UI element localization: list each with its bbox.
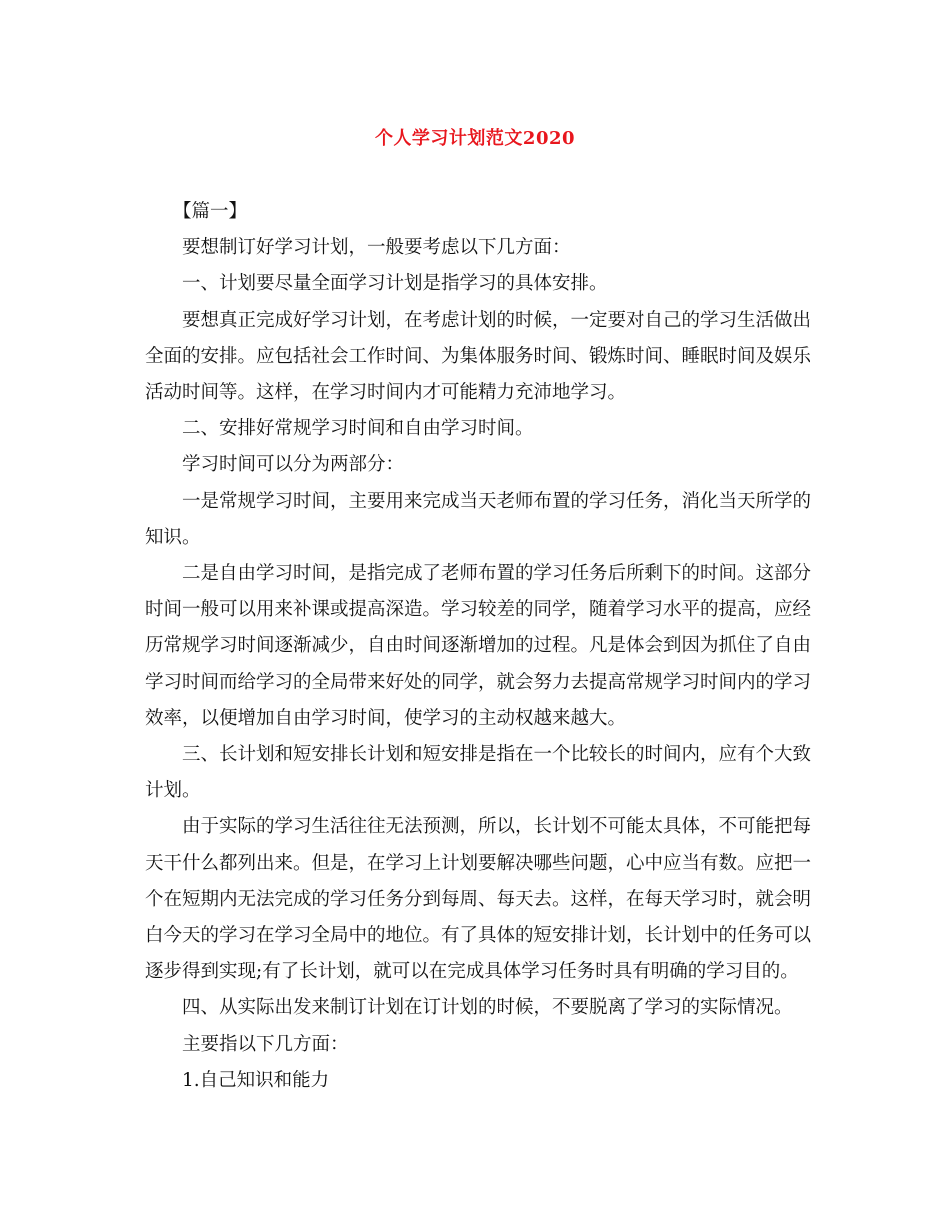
paragraph-heading-1: 一、计划要尽量全面学习计划是指学习的具体安排。 <box>182 273 608 295</box>
paragraph: 主要指以下几方面： <box>182 1033 349 1055</box>
list-item: 1.自己知识和能力 <box>182 1069 330 1091</box>
paragraph: 由于实际的学习生活往往无法预测，所以，长计划不可能太具体，不可能把每天干什么都列出来。但是，在学习上计划要解决哪些问题，心中应当有数。应把一个在短期内无法完成的学习任务分到每周、每天去。这样，在每天学习时，就会明白今天的学习在学习全局中的地位。有了具体的短安排计划，长计划中的任务可以逐步得到实现;有了长计划，就可以在完成具体学习任务时具有明确的学习目的。 <box>145 816 812 983</box>
paragraph-heading-2: 二、安排好常规学习时间和自由学习时间。 <box>182 418 534 440</box>
document-title: 个人学习计划范文2020 <box>374 128 576 149</box>
paragraph-intro: 要想制订好学习计划，一般要考虑以下几方面： <box>182 237 571 259</box>
paragraph-heading-3: 三、长计划和短安排长计划和短安排是指在一个比较长的时间内，应有个大致计划。 <box>145 744 812 802</box>
section-marker: 【篇一】 <box>173 201 248 222</box>
paragraph: 二是自由学习时间，是指完成了老师布置的学习任务后所剩下的时间。这部分时间一般可以用来补课或提高深造。学习较差的同学，随着学习水平的提高，应经历常规学习时间逐渐减少，自由时间逐渐增加的过程。凡是体会到因为抓住了自由学习时间而给学习的全局带来好处的同学，就会努力去提高常规学习时间内的学习效率，以便增加自由学习时间，使学习的主动权越来越大。 <box>145 563 812 729</box>
paragraph-heading-4: 四、从实际出发来制订计划在订计划的时候，不要脱离了学习的实际情况。 <box>182 997 793 1019</box>
document-body <box>145 194 811 1099</box>
paragraph: 要想真正完成好学习计划，在考虑计划的时候，一定要对自己的学习生活做出全面的安排。应包括社会工作时间、为集体服务时间、锻炼时间、睡眠时间及娱乐活动时间等。这样，在学习时间内才可能精力充沛地学习。 <box>145 309 812 404</box>
paragraph: 一是常规学习时间，主要用来完成当天老师布置的学习任务，消化当天所学的知识。 <box>145 490 812 548</box>
paragraph: 学习时间可以分为两部分： <box>182 454 405 476</box>
